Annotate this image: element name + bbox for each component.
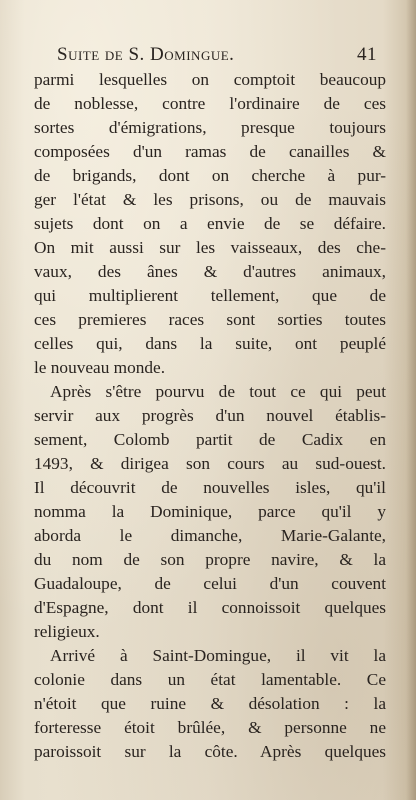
- text-line: Après s'être pourvu de tout ce qui peut: [50, 382, 386, 401]
- page-header: [57, 44, 377, 70]
- running-title: Suite de S. Domingue.: [57, 44, 235, 65]
- text-line: sujets dont on a envie de se défaire.: [34, 214, 386, 233]
- text-line: 1493, & dirigea son cours au sud-ouest.: [34, 454, 386, 473]
- text-line: colonie dans un état lamentable. Ce: [34, 670, 386, 689]
- text-line: le nouveau monde.: [34, 358, 166, 377]
- page-spine-shadow: [406, 0, 416, 800]
- text-line: n'étoit que ruine & désolation : la: [34, 694, 386, 713]
- text-line: composées d'un ramas de canailles &: [34, 142, 386, 161]
- text-line: ger l'état & les prisons, ou de mauvais: [34, 190, 386, 209]
- text-line: On mit aussi sur les vaisseaux, des che-: [34, 238, 386, 257]
- text-line: nomma la Dominique, parce qu'il y: [34, 502, 386, 521]
- text-line: du nom de son propre navire, & la: [34, 550, 386, 569]
- text-line: sortes d'émigrations, presque toujours: [34, 118, 386, 137]
- text-line: de brigands, dont on cherche à pur-: [34, 166, 386, 185]
- text-line: Guadaloupe, de celui d'un couvent: [34, 574, 386, 593]
- text-line: Arrivé à Saint-Domingue, il vit la: [50, 646, 386, 665]
- text-line: d'Espagne, dont il connoissoit quelques: [34, 598, 386, 617]
- text-line: ces premieres races sont sorties toutes: [34, 310, 386, 329]
- text-line: religieux.: [34, 622, 100, 641]
- text-line: servir aux progrès d'un nouvel établis-: [34, 406, 386, 425]
- text-line: parmi lesquelles on comptoit beaucoup: [34, 70, 386, 89]
- text-line: aborda le dimanche, Marie-Galante,: [34, 526, 386, 545]
- text-line: celles qui, dans la suite, ont peuplé: [34, 334, 386, 353]
- text-line: sement, Colomb partit de Cadix en: [34, 430, 386, 449]
- body-text: [34, 68, 386, 764]
- text-line: paroissoit sur la côte. Après quelques: [34, 742, 386, 761]
- text-line: vaux, des ânes & d'autres animaux,: [34, 262, 386, 281]
- page-number: 41: [357, 44, 377, 65]
- text-line: forteresse étoit brûlée, & personne ne: [34, 718, 386, 737]
- text-line: Il découvrit de nouvelles isles, qu'il: [34, 478, 386, 497]
- text-line: qui multiplierent tellement, que de: [34, 286, 386, 305]
- text-line: de noblesse, contre l'ordinaire de ces: [34, 94, 386, 113]
